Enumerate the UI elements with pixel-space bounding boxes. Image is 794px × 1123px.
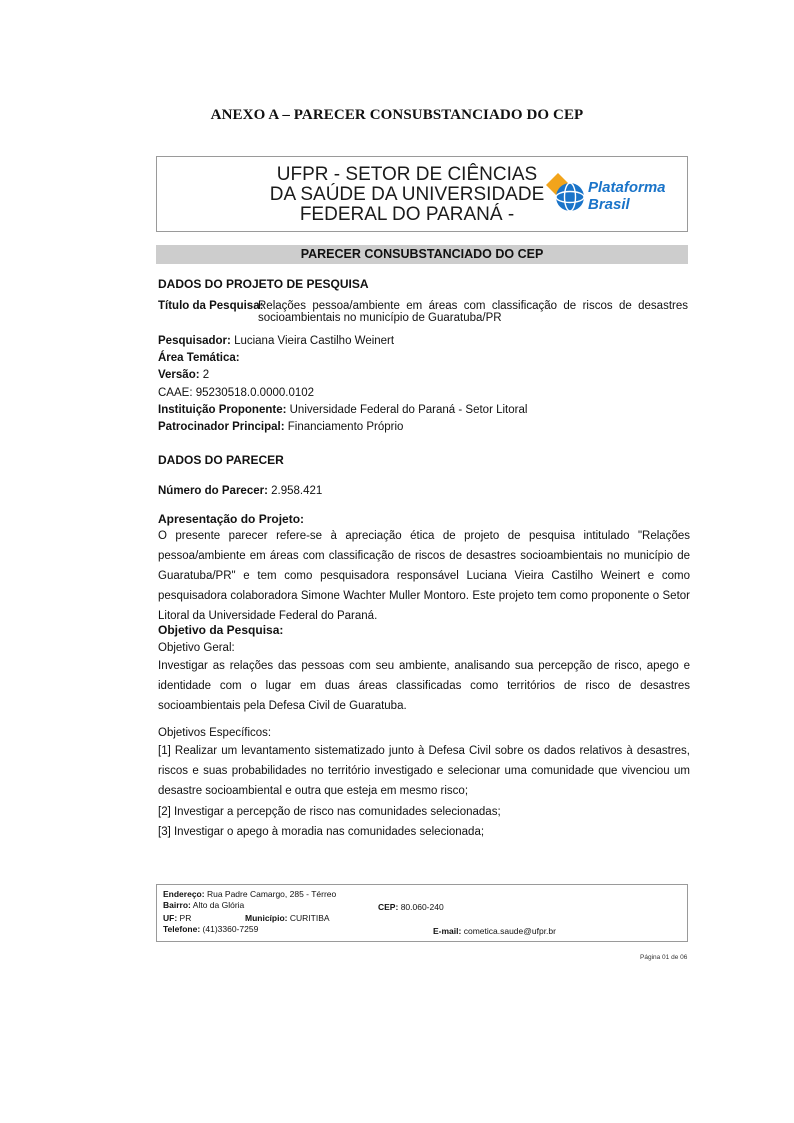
- thematic-area-row: [158, 352, 240, 365]
- version-label: Versão:: [158, 369, 200, 381]
- opinion-number-label: Número do Parecer:: [158, 485, 268, 497]
- uf-label: UF:: [163, 913, 178, 923]
- email-row: [433, 926, 556, 936]
- sponsor-row: [158, 421, 403, 434]
- list-item: [3] Investigar o apego à moradia nas comunidades selecionada;: [158, 825, 485, 838]
- opinion-data-heading: DADOS DO PARECER: [158, 453, 284, 467]
- caae-row: [158, 387, 314, 400]
- address-value: Rua Padre Camargo, 285 - Térreo: [206, 889, 337, 899]
- institution-label: Instituição Proponente:: [158, 404, 287, 416]
- uf-value: PR: [179, 913, 192, 923]
- institution-header: [156, 156, 688, 232]
- phone-label: Telefone:: [163, 924, 201, 934]
- cep-value: 80.060-240: [400, 902, 444, 912]
- caae-value: 95230518.0.0000.0102: [195, 387, 315, 399]
- research-title-value: Relações pessoa/ambiente em áreas com classificação de riscos de desastres socioambientais no município de Guaratuba/PR: [258, 300, 688, 324]
- uf-row: [163, 913, 191, 923]
- logo-text-plataforma: Plataforma: [588, 179, 666, 196]
- general-objective-label: Objetivo Geral:: [158, 642, 235, 654]
- neighborhood-value: Alto da Glória: [192, 900, 245, 910]
- city-label: Município:: [245, 913, 288, 923]
- project-data-heading: DADOS DO PROJETO DE PESQUISA: [158, 277, 369, 291]
- research-title-label: Título da Pesquisa:: [158, 300, 264, 312]
- list-item: [1] Realizar um levantamento sistematizado junto à Defesa Civil sobre os dados relativos à desastres, riscos e suas probabilidades no território investigado e selecionar uma comunidade que vivenciou um desastre socioambiental e outra que esteja em mesmo risco;: [158, 745, 690, 798]
- specific-objectives-label: Objetivos Específicos:: [158, 727, 272, 739]
- presentation-text: O presente parecer refere-se à apreciação ética de projeto de pesquisa intitulado "Relações pessoa/ambiente em áreas com classificação de riscos de desastres socioambientais no município de Guaratuba/PR" e tem como pesquisadora responsável Luciana Vieira Castilho Weinert e como pesquisadora colaboradora Simone Wachter Muller Montoro. Este projeto tem como proponente o Setor Litoral da Universidade Federal do Paraná.: [158, 530, 690, 622]
- logo-text-brasil: Brasil: [588, 196, 630, 213]
- footer-contact-box: [156, 884, 688, 942]
- institution-line-2: DA SAÚDE DA UNIVERSIDADE: [269, 184, 545, 205]
- email-label: E-mail:: [433, 926, 462, 936]
- general-objective-text: Investigar as relações das pessoas com seu ambiente, analisando sua percepção de risco, apego e identidade com o lugar em duas áreas classificadas como territórios de risco de desastres socioambientais pela Defesa Civil de Guaratuba.: [158, 660, 690, 712]
- address-row: [163, 889, 336, 899]
- list-item: [2] Investigar a percepção de risco nas comunidades selecionadas;: [158, 805, 501, 818]
- city-value: CURITIBA: [289, 913, 330, 923]
- city-row: [245, 913, 330, 923]
- researcher-label: Pesquisador:: [158, 335, 231, 347]
- researcher-value: Luciana Vieira Castilho Weinert: [234, 335, 395, 347]
- caae-label: CAAE:: [158, 387, 193, 399]
- neighborhood-label: Bairro:: [163, 900, 191, 910]
- sponsor-label: Patrocinador Principal:: [158, 421, 285, 433]
- institution-name: [267, 165, 547, 225]
- opinion-number-value: 2.958.421: [271, 485, 323, 497]
- address-label: Endereço:: [163, 889, 205, 899]
- neighborhood-row: [163, 900, 244, 910]
- institution-value: Universidade Federal do Paraná - Setor Litoral: [289, 404, 528, 416]
- section-title-bar: PARECER CONSUBSTANCIADO DO CEP: [156, 245, 688, 264]
- annex-title: ANEXO A – PARECER CONSUBSTANCIADO DO CEP: [210, 107, 584, 123]
- phone-value: (41)3360-7259: [202, 924, 259, 934]
- opinion-number-row: [158, 485, 322, 498]
- sponsor-value: Financiamento Próprio: [287, 421, 404, 433]
- thematic-area-label: Área Temática:: [158, 352, 240, 364]
- page-number: Página 01 de 06: [640, 954, 688, 961]
- cep-label: CEP:: [378, 902, 399, 912]
- researcher-row: [158, 335, 394, 348]
- plataforma-brasil-logo: [544, 171, 684, 215]
- email-value: cometica.saude@ufpr.br: [463, 926, 556, 936]
- version-value: 2: [202, 369, 210, 381]
- plataforma-brasil-globe-icon: [546, 173, 584, 211]
- presentation-label: Apresentação do Projeto:: [158, 512, 305, 526]
- institution-row: [158, 404, 527, 417]
- specific-objectives-list: [158, 741, 690, 842]
- phone-row: [163, 924, 258, 934]
- version-row: [158, 369, 209, 382]
- institution-line-1: UFPR - SETOR DE CIÊNCIAS: [276, 164, 538, 185]
- objective-label: Objetivo da Pesquisa:: [158, 623, 284, 637]
- cep-row: [378, 902, 444, 912]
- institution-line-3: FEDERAL DO PARANÁ -: [299, 204, 515, 225]
